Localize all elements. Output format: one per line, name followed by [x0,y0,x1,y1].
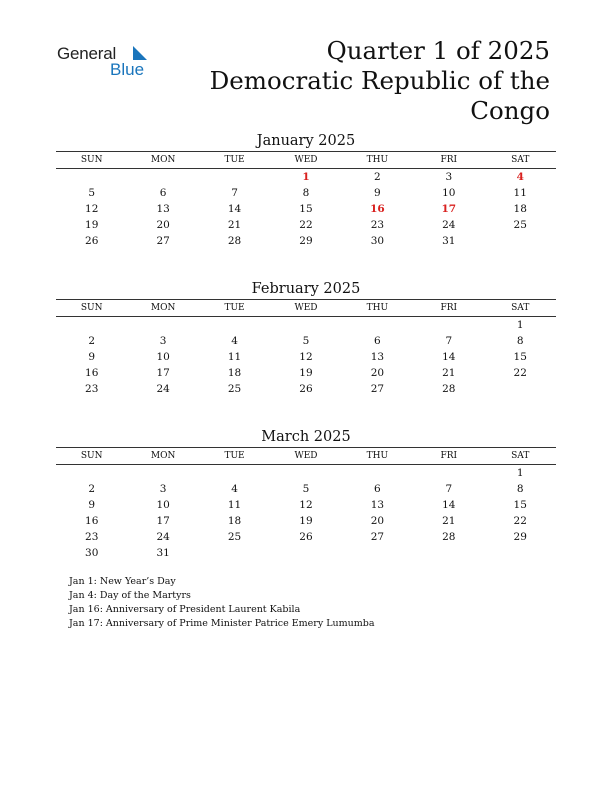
day-cell: 19 [299,515,313,527]
day-cell: 25 [513,219,527,231]
holiday-note: Jan 16: Anniversary of President Laurent Kabila [69,604,301,615]
day-cell: 9 [88,351,96,363]
day-cell [127,317,198,333]
day-cell: 26 [299,531,313,543]
day-cell [127,465,198,481]
day-cell: 5 [302,483,310,495]
holiday-note: Jan 4: Day of the Martyrs [69,590,191,601]
weekday-label: FRI [440,155,458,165]
weekday-label: SUN [80,155,103,165]
day-cell: 1 [516,467,524,479]
day-cell: 5 [302,335,310,347]
week-row [56,513,556,529]
week-row [56,381,556,397]
holiday-day-cell: 17 [441,203,457,215]
day-cell: 7 [231,187,238,199]
month-title: February 2025 [251,281,361,297]
day-cell: 18 [513,203,527,215]
day-cell: 24 [442,219,456,231]
brand-logo [57,44,157,80]
day-cell: 23 [85,383,99,395]
day-cell: 19 [85,219,99,231]
day-cell: 4 [231,483,238,495]
day-cell [199,317,270,333]
week-row [56,497,556,513]
day-cell [413,317,484,333]
day-cell: 16 [85,367,99,379]
day-cell: 8 [302,187,310,199]
day-cell: 15 [513,351,527,363]
day-cell: 21 [442,367,456,379]
day-cell [56,169,127,185]
day-cell [199,465,270,481]
week-row [56,169,556,185]
day-cell: 15 [299,203,313,215]
day-cell: 29 [513,531,527,543]
week-row [56,365,556,381]
weekday-label: SAT [511,451,530,461]
day-cell [485,381,556,397]
day-cell: 3 [159,483,167,495]
day-cell: 2 [374,171,381,183]
day-cell [270,545,341,561]
week-row [56,317,556,333]
day-cell: 7 [445,483,453,495]
day-cell: 25 [227,531,242,543]
day-cell: 12 [85,203,99,215]
day-cell: 6 [374,483,381,495]
day-cell [270,317,341,333]
weekday-label: TUE [224,451,245,461]
day-cell: 8 [516,335,524,347]
day-cell: 30 [370,235,385,247]
day-cell: 25 [227,383,242,395]
title-line-1: Quarter 1 of 2025 [326,36,550,65]
day-cell: 3 [159,335,167,347]
day-cell: 7 [445,335,453,347]
day-cell [413,465,484,481]
weekday-header-row [56,152,556,169]
day-cell: 10 [156,499,170,511]
week-row [56,545,556,561]
day-cell: 8 [516,483,524,495]
day-cell: 24 [156,531,170,543]
day-cell: 12 [299,499,313,511]
day-cell: 16 [85,515,99,527]
day-cell [127,169,198,185]
day-cell [413,545,484,561]
logo-blue-text: Blue [110,60,145,79]
day-cell [56,317,127,333]
weekday-label: THU [366,451,389,461]
day-cell: 24 [156,383,170,395]
day-cell: 28 [442,531,456,543]
day-cell: 31 [442,235,456,247]
day-cell: 22 [299,219,313,231]
day-cell: 17 [156,367,170,379]
month-calendar-february [56,279,556,397]
day-cell [342,465,413,481]
title-line-2: Democratic Republic of the [209,66,550,95]
day-cell: 28 [227,235,242,247]
day-cell: 6 [159,187,167,199]
day-cell: 27 [156,235,170,247]
month-calendar-march [56,427,556,561]
day-cell: 13 [370,499,385,511]
day-cell: 15 [513,499,527,511]
day-cell: 18 [227,367,242,379]
day-cell [199,545,270,561]
day-cell [485,545,556,561]
weekday-label: TUE [224,303,245,313]
day-cell: 11 [513,187,527,199]
week-row [56,201,556,217]
week-row [56,185,556,201]
day-cell: 2 [88,335,96,347]
day-cell: 23 [370,219,385,231]
day-cell [342,317,413,333]
day-cell: 26 [299,383,313,395]
holiday-day-cell: 1 [302,171,310,183]
weekday-label: SUN [80,451,103,461]
week-row [56,349,556,365]
week-row [56,217,556,233]
day-cell: 5 [88,187,96,199]
day-cell: 21 [227,219,242,231]
weekday-label: FRI [440,451,458,461]
day-cell: 10 [442,187,456,199]
weekday-label: TUE [224,155,245,165]
weekday-label: WED [294,303,318,313]
day-cell: 1 [516,319,524,331]
weekday-label: SAT [511,303,530,313]
day-cell: 20 [156,219,170,231]
day-cell: 13 [370,351,385,363]
month-calendar-january [56,131,556,249]
day-cell: 22 [513,515,527,527]
day-cell: 11 [227,351,242,363]
weekday-label: THU [366,155,389,165]
day-cell: 27 [370,383,385,395]
day-cell: 10 [156,351,170,363]
week-row [56,233,556,249]
day-cell: 6 [374,335,381,347]
day-cell: 14 [227,203,242,215]
day-cell: 2 [88,483,96,495]
day-cell: 14 [442,499,456,511]
day-cell: 28 [442,383,456,395]
day-cell: 22 [513,367,527,379]
day-cell: 23 [85,531,99,543]
holiday-day-cell: 16 [370,203,385,215]
day-cell [56,465,127,481]
weekday-label: WED [294,155,318,165]
weekday-header-row [56,300,556,317]
day-cell: 19 [299,367,313,379]
weekday-label: MON [150,303,176,313]
day-cell: 20 [370,367,385,379]
day-cell: 3 [445,171,453,183]
title-line-3: Congo [470,96,550,125]
week-row [56,465,556,481]
day-cell: 26 [85,235,99,247]
holiday-note: Jan 17: Anniversary of Prime Minister Patrice Emery Lumumba [69,618,375,629]
day-cell: 11 [227,499,242,511]
day-cell: 9 [374,187,381,199]
day-cell [270,465,341,481]
logo-general-text: General [57,44,117,63]
weekday-label: FRI [440,303,458,313]
day-cell: 13 [156,203,170,215]
month-title: January 2025 [256,133,356,149]
month-title: March 2025 [261,429,351,445]
holiday-notes [69,575,375,631]
day-cell: 31 [156,547,170,559]
weekday-label: SAT [511,155,530,165]
logo-triangle-icon [125,46,147,60]
day-cell: 18 [227,515,242,527]
day-cell [485,233,556,249]
day-cell: 27 [370,531,385,543]
weekday-label: SUN [80,303,103,313]
week-row [56,333,556,349]
day-cell: 20 [370,515,385,527]
day-cell: 29 [299,235,313,247]
day-cell: 9 [88,499,96,511]
day-cell: 4 [231,335,238,347]
weekday-label: MON [150,155,176,165]
day-cell: 30 [85,547,99,559]
weekday-label: WED [294,451,318,461]
page-title [210,36,550,126]
day-cell: 12 [299,351,313,363]
day-cell: 21 [442,515,456,527]
weekday-header-row [56,448,556,465]
holiday-day-cell: 4 [516,171,524,183]
week-row [56,481,556,497]
day-cell [342,545,413,561]
day-cell [199,169,270,185]
holiday-note: Jan 1: New Year’s Day [69,576,176,587]
weekday-label: MON [150,451,176,461]
day-cell: 14 [442,351,456,363]
week-row [56,529,556,545]
weekday-label: THU [366,303,389,313]
day-cell: 17 [156,515,170,527]
